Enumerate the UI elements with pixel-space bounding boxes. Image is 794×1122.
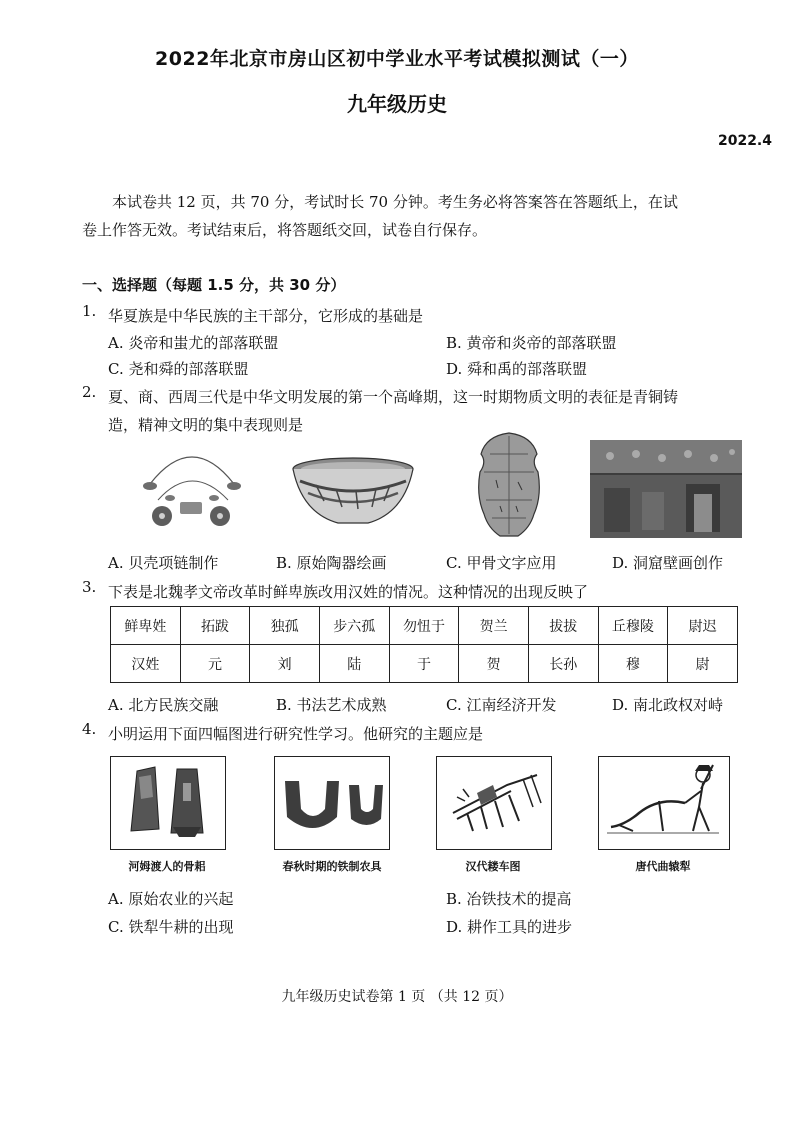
q1-option-b[interactable]: B. 黄帝和炎帝的部落联盟	[446, 334, 617, 352]
question-text: 华夏族是中华民族的主干部分，它形成的基础是	[108, 307, 424, 325]
q4-option-c[interactable]: C. 铁犁牛耕的出现	[108, 918, 234, 936]
page-footer: 九年级历史试卷第 1 页 （共 12 页）	[281, 989, 513, 1005]
iron-tools-image	[275, 757, 389, 849]
q1-option-a[interactable]: A. 炎帝和蚩尤的部落联盟	[108, 334, 279, 352]
question-number: 3.	[82, 578, 97, 596]
question-text-line-1: 夏、商、西周三代是中华文明发展的第一个高峰期，这一时期物质文明的表征是青铜铸	[108, 388, 679, 406]
caption-bone-spade: 河姆渡人的骨耜	[128, 860, 206, 873]
table-cell: 拓跋	[180, 607, 250, 645]
exam-subtitle: 九年级历史	[347, 92, 447, 116]
question-text-line-2: 造，精神文明的集中表现则是	[108, 416, 304, 434]
surname-table	[110, 606, 738, 683]
table-cell: 独孤	[250, 607, 320, 645]
table-cell: 于	[389, 645, 459, 683]
bone-spade-image	[111, 757, 225, 849]
q4-option-b[interactable]: B. 冶铁技术的提高	[446, 890, 572, 908]
table-cell: 步六孤	[319, 607, 389, 645]
table-cell: 尉	[668, 645, 738, 683]
intro-line-2: 卷上作答无效。考试结束后，将答题纸交回，试卷自行保存。	[82, 221, 488, 239]
table-cell: 鲜卑姓	[111, 607, 181, 645]
question-number: 1.	[82, 302, 97, 320]
oracle-bone-shell-image	[474, 430, 544, 540]
question-number: 4.	[82, 720, 97, 738]
table-cell: 刘	[250, 645, 320, 683]
q2-option-d[interactable]: D. 洞窟壁画创作	[612, 554, 724, 572]
table-cell: 汉姓	[111, 645, 181, 683]
q3-option-b[interactable]: B. 书法艺术成熟	[276, 696, 387, 714]
q3-option-c[interactable]: C. 江南经济开发	[446, 696, 557, 714]
painted-pottery-image	[290, 455, 416, 527]
table-cell: 尉迟	[668, 607, 738, 645]
table-cell: 勿忸于	[389, 607, 459, 645]
table-cell: 陆	[319, 645, 389, 683]
table-cell: 贺	[459, 645, 529, 683]
iron-tools-frame	[274, 756, 390, 850]
bone-spade-frame	[110, 756, 226, 850]
table-cell: 丘穆陵	[598, 607, 668, 645]
q3-option-d[interactable]: D. 南北政权对峙	[612, 696, 724, 714]
question-text: 小明运用下面四幅图进行研究性学习。他研究的主题应是	[108, 725, 484, 743]
caption-curved-plow: 唐代曲辕犁	[635, 860, 691, 873]
table-cell: 拔拔	[528, 607, 598, 645]
q2-option-b[interactable]: B. 原始陶器绘画	[276, 554, 387, 572]
table-cell: 长孙	[528, 645, 598, 683]
caption-iron-tools: 春秋时期的铁制农具	[282, 860, 382, 873]
caption-seed-drill: 汉代耧车图	[465, 860, 521, 873]
exam-title: 2022年北京市房山区初中学业水平考试模拟测试（一）	[155, 48, 639, 70]
q4-option-a[interactable]: A. 原始农业的兴起	[108, 890, 234, 908]
q2-option-a[interactable]: A. 贝壳项链制作	[108, 554, 219, 572]
seed-drill-frame	[436, 756, 552, 850]
table-cell: 穆	[598, 645, 668, 683]
table-row-xianbei	[111, 607, 738, 645]
seed-drill-image	[437, 757, 551, 849]
shell-necklace-image	[136, 440, 248, 536]
q3-option-a[interactable]: A. 北方民族交融	[108, 696, 219, 714]
q1-option-d[interactable]: D. 舜和禹的部落联盟	[446, 360, 588, 378]
q1-option-c[interactable]: C. 尧和舜的部落联盟	[108, 360, 249, 378]
intro-line-1: 本试卷共 12 页，共 70 分，考试时长 70 分钟。考生务必将答案答在答题纸上，在试	[112, 193, 678, 211]
curved-plow-frame	[598, 756, 730, 850]
table-row-han	[111, 645, 738, 683]
section-heading: 一、选择题（每题 1.5 分，共 30 分）	[82, 276, 346, 294]
question-text: 下表是北魏孝文帝改革时鲜卑族改用汉姓的情况。这种情况的出现反映了	[108, 583, 589, 601]
table-cell: 贺兰	[459, 607, 529, 645]
exam-date: 2022.4	[717, 133, 772, 149]
q4-option-d[interactable]: D. 耕作工具的进步	[446, 918, 573, 936]
curved-plow-image	[599, 757, 729, 849]
question-number: 2.	[82, 383, 97, 401]
cave-mural-image	[590, 440, 742, 538]
q2-option-c[interactable]: C. 甲骨文字应用	[446, 554, 557, 572]
table-cell: 元	[180, 645, 250, 683]
